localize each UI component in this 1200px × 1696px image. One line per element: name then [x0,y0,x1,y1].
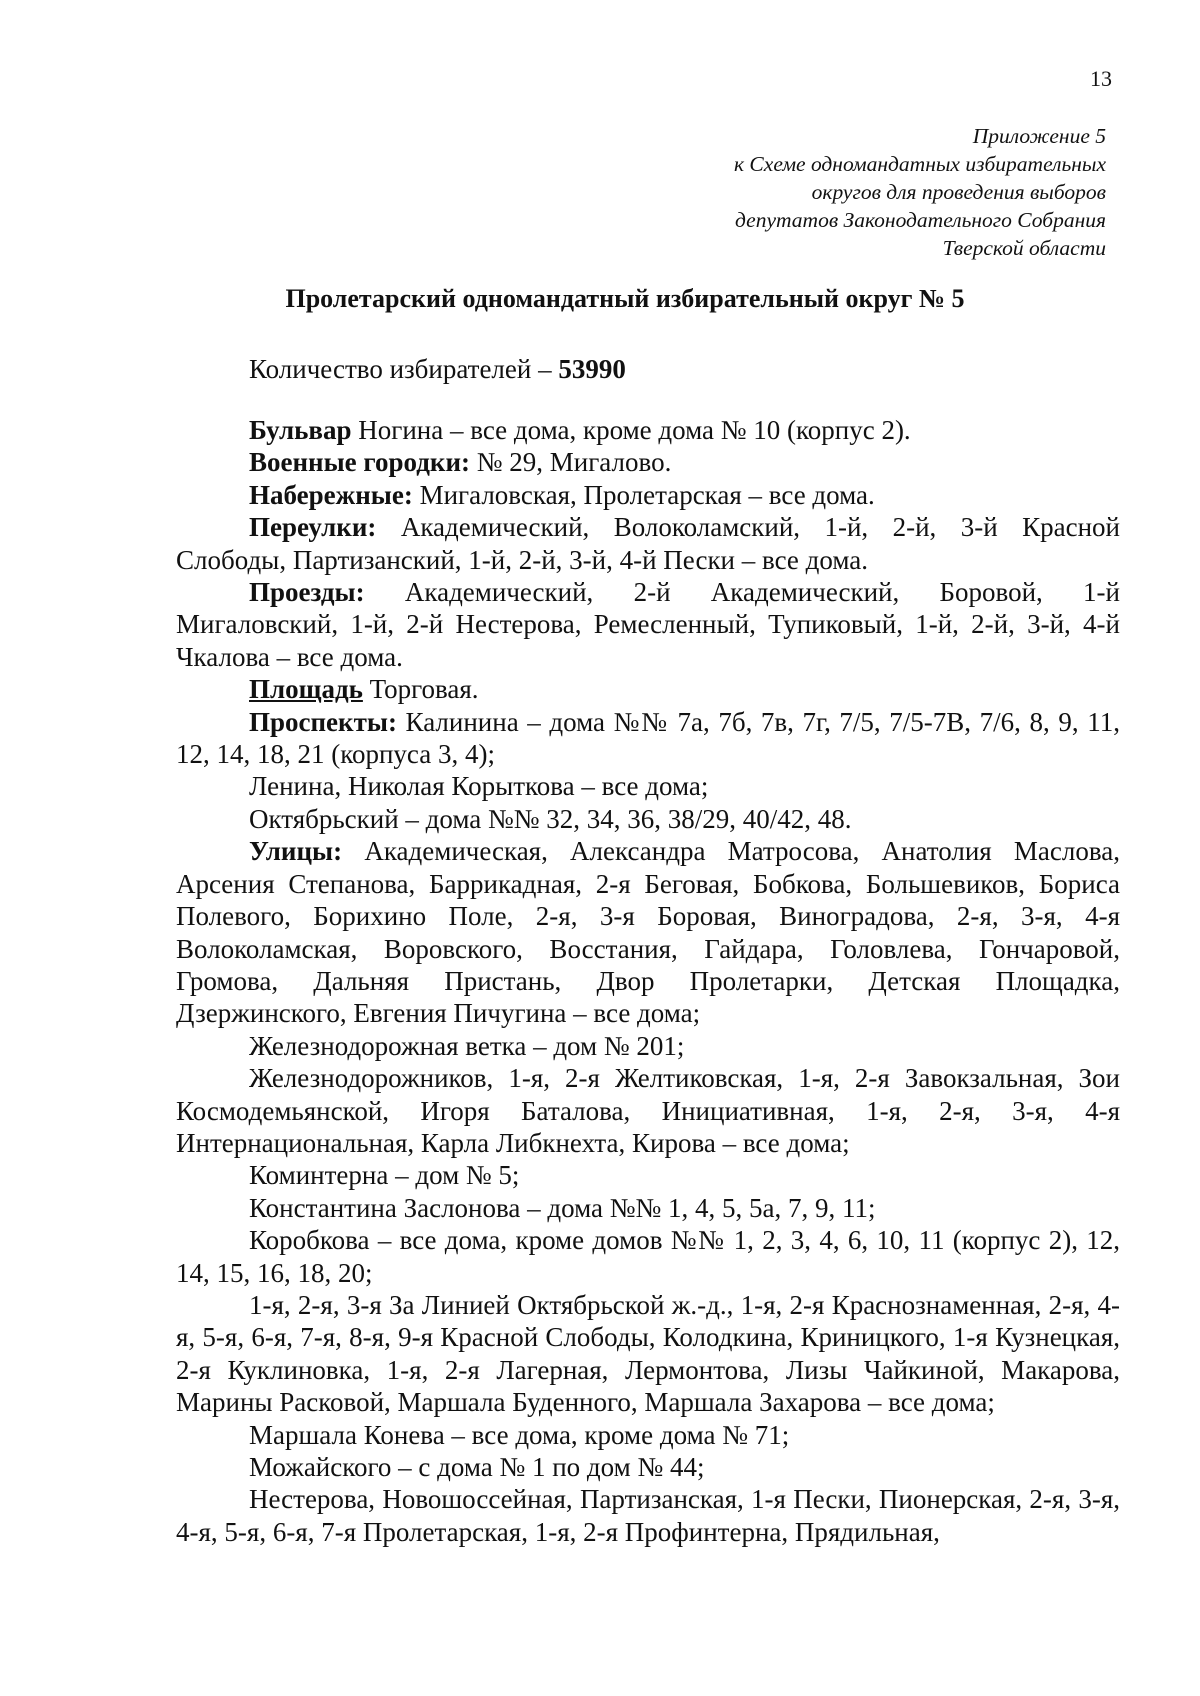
paragraph-text: № 29, Мигалово. [470,447,672,478]
paragraph-label: Проезды: [249,577,365,608]
appendix-line: депутатов Законодательного Собрания [735,208,1106,232]
paragraph [176,1030,1120,1062]
paragraph-text: Коробкова – все дома, кроме домов №№ 1, 2, 3, 4, 6, 10, 11 (корпус 2), 12, 14, 15, 16, 18, 20; [176,1225,1120,1288]
paragraph [176,576,1120,673]
paragraph [176,1451,1120,1483]
paragraph [176,803,1120,835]
document-title: Пролетарский одномандатный избирательный округ № 5 [285,284,965,313]
paragraph [176,414,1120,446]
paragraph-text: Торговая. [362,674,479,705]
appendix-line: к Схеме одномандатных избирательных [734,152,1106,176]
paragraph [176,1483,1120,1548]
paragraph-label: Набережные: [249,479,413,510]
paragraph-text: Железнодорожная ветка – дом № 201; [249,1030,685,1061]
paragraph-text: Ленина, Николая Корыткова – все дома; [249,771,709,802]
paragraph-text: Нестерова, Новошоссейная, Партизанская, 1-я Пески, Пионерская, 2-я, 3-я, 4-я, 5-я, 6-я, 7-я Пролетарская, 1-я, 2-я Профинтерна, Прядильная, [176,1484,1120,1547]
paragraph-text: Академический, Волоколамский, 1-й, 2-й, 3-й Красной Слободы, Партизанский, 1-й, 2-й, 3-й, 4-й Пески – все дома. [176,512,1120,575]
paragraph-text: Калинина – дома №№ 7а, 7б, 7в, 7г, 7/5, 7/5-7В, 7/6, 8, 9, 11, 12, 14, 18, 21 (корпуса 3, 4); [176,706,1120,770]
paragraph [176,446,1120,478]
paragraph-label: Площадь [249,674,363,705]
paragraph-text: Академическая, Александра Матросова, Анатолия Маслова, Арсения Степанова, Баррикадная, 2-я Беговая, Бобкова, Большевиков, Бориса Полевого, Борихино Поле, 2-я, 3-я Боровая, Виноградова, 2-я, 3-я, 4-я Волоколамская, Воровского, Восстания, Гайдара, Головлева, Гончаровой, Громова, Дальняя Пристань, Двор Пролетарки, Детская Площадка, Дзержинского, Евгения Пичугина – все дома; [176,836,1120,1029]
paragraph [176,1192,1120,1224]
paragraph [176,479,1120,511]
paragraph [176,770,1120,802]
paragraph-label: Бульвар [249,415,352,445]
paragraph-text: Маршала Конева – все дома, кроме дома № 71; [249,1419,790,1450]
paragraph-text: Академический, 2-й Академический, Боровой, 1-й Мигаловский, 1-й, 2-й Нестерова, Ремесленный, Тупиковый, 1-й, 2-й, 3-й, 4-й Чкалова – все дома. [176,577,1120,672]
paragraph [176,1419,1120,1451]
paragraph-label: Переулки: [249,512,377,543]
paragraph-text: Октябрьский – дома №№ 32, 34, 36, 38/29, 40/42, 48. [249,803,852,834]
voter-count [249,354,626,385]
paragraph-text: Мигаловская, Пролетарская – все дома. [412,479,875,510]
paragraph [176,835,1120,1029]
appendix-line: Тверской области [942,236,1106,260]
paragraph-text: Коминтерна – дом № 5; [249,1160,520,1191]
paragraph [176,1159,1120,1191]
appendix-line: Приложение 5 [972,124,1106,148]
paragraph-label: Военные городки: [249,447,471,478]
paragraph [176,1062,1120,1159]
appendix-line: округов для проведения выборов [811,180,1106,204]
paragraph-label: Улицы: [249,836,343,867]
paragraph [176,1289,1120,1419]
paragraph [176,1224,1120,1289]
document-body [176,414,1120,1548]
paragraph [176,511,1120,576]
voter-count-label: Количество избирателей – [249,354,559,384]
paragraph-text: Константина Заслонова – дома №№ 1, 4, 5, 5а, 7, 9, 11; [249,1192,876,1223]
appendix-header [734,122,1106,262]
page-number: 13 [1090,66,1112,91]
paragraph-label: Проспекты: [249,706,397,737]
paragraph-text: Железнодорожников, 1-я, 2-я Желтиковская, 1-я, 2-я Завокзальная, Зои Космодемьянской, Игоря Баталова, Инициативная, 1-я, 2-я, 3-я, 4-я Интернациональная, Карла Либкнехта, Кирова – все дома; [176,1063,1120,1158]
voter-count-value: 53990 [558,354,626,384]
paragraph-text: Можайского – с дома № 1 по дом № 44; [249,1452,705,1482]
paragraph-text: 1-я, 2-я, 3-я За Линией Октябрьской ж.-д., 1-я, 2-я Краснознаменная, 2-я, 4-я, 5-я, 6-я, 7-я, 8-я, 9-я Красной Слободы, Колодкина, Криницкого, 1-я Кузнецкая, 2-я Куклиновка, 1-я, 2-я Лагерная, Лермонтова, Лизы Чайкиной, Макарова, Марины Расковой, Маршала Буденного, Маршала Захарова – все дома; [176,1289,1120,1418]
paragraph-text: Ногина – все дома, кроме дома № 10 (корпус 2). [351,415,911,445]
paragraph [176,673,1120,705]
paragraph [176,706,1120,771]
